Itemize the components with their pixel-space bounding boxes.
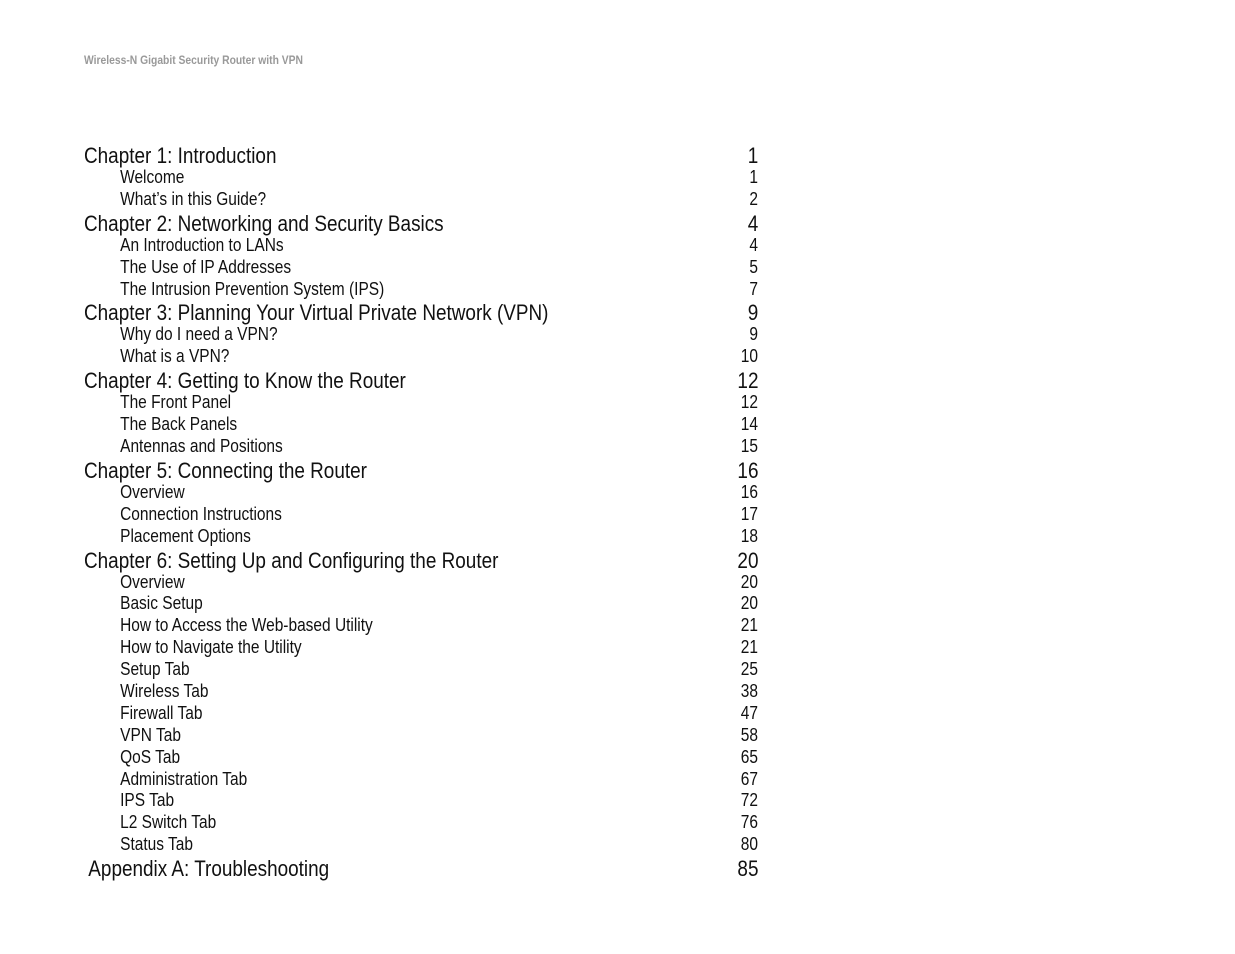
toc-entry-page-number: 47 — [740, 702, 758, 723]
toc-entry-title: Setup Tab — [120, 659, 190, 680]
toc-entry-title: Connection Instructions — [120, 503, 282, 524]
toc-section-entry[interactable] — [84, 790, 758, 812]
toc-entry-page-number: 4 — [749, 234, 758, 255]
toc-entry-title: Chapter 5: Connecting the Router — [84, 457, 367, 483]
toc-entry-title: IPS Tab — [120, 790, 175, 811]
toc-entry-title: The Intrusion Prevention System (IPS) — [120, 278, 385, 299]
toc-entry-page-number: 20 — [736, 547, 758, 573]
toc-entry-title: Chapter 1: Introduction — [84, 143, 277, 168]
toc-section-entry[interactable] — [84, 703, 758, 725]
toc-entry-title: The Back Panels — [120, 414, 238, 435]
toc-entry-title: How to Navigate the Utility — [120, 637, 302, 658]
toc-section-entry[interactable] — [84, 257, 758, 279]
toc-entry-title: What is a VPN? — [120, 346, 230, 367]
toc-section-entry[interactable] — [84, 324, 758, 346]
toc-entry-title: Firewall Tab — [120, 702, 203, 723]
toc-section-entry[interactable] — [84, 747, 758, 769]
toc-section-entry[interactable] — [84, 436, 758, 458]
toc-entry-title: Status Tab — [120, 834, 193, 855]
toc-entry-title: Wireless Tab — [120, 681, 209, 702]
toc-entry-page-number: 20 — [740, 571, 758, 592]
toc-entry-title: Chapter 4: Getting to Know the Router — [84, 368, 406, 394]
toc-entry-page-number: 65 — [740, 746, 758, 767]
toc-chapter-entry[interactable] — [84, 301, 758, 324]
toc-entry-title: Chapter 3: Planning Your Virtual Private Network (VPN) — [84, 300, 549, 326]
toc-entry-page-number: 21 — [740, 637, 758, 658]
toc-entry-page-number: 12 — [736, 368, 758, 394]
toc-entry-title: Placement Options — [120, 525, 251, 546]
toc-section-entry[interactable] — [84, 615, 758, 637]
toc-entry-page-number: 16 — [740, 481, 758, 502]
toc-chapter-entry[interactable] — [84, 857, 758, 880]
toc-section-entry[interactable] — [84, 392, 758, 414]
toc-entry-page-number: 15 — [740, 436, 758, 457]
toc-chapter-entry[interactable] — [84, 212, 758, 235]
toc-entry-title: Overview — [120, 571, 185, 592]
toc-entry-title: Overview — [120, 481, 185, 502]
toc-section-entry[interactable] — [84, 189, 758, 211]
toc-entry-page-number: 1 — [747, 143, 758, 168]
toc-section-entry[interactable] — [84, 681, 758, 703]
toc-entry-page-number: 9 — [749, 324, 758, 345]
toc-entry-title: Why do I need a VPN? — [120, 324, 278, 345]
toc-chapter-entry[interactable] — [84, 549, 758, 572]
toc-chapter-entry[interactable] — [84, 369, 758, 392]
toc-entry-title: Administration Tab — [120, 768, 248, 789]
toc-section-entry[interactable] — [84, 769, 758, 791]
toc-entry-title: L2 Switch Tab — [120, 812, 217, 833]
toc-section-entry[interactable] — [84, 812, 758, 834]
toc-entry-title: The Front Panel — [120, 392, 232, 413]
toc-chapter-entry[interactable] — [84, 459, 758, 482]
toc-entry-page-number: 72 — [740, 790, 758, 811]
toc-entry-title: Chapter 2: Networking and Security Basics — [84, 210, 444, 236]
toc-entry-page-number: 12 — [740, 392, 758, 413]
toc-entry-page-number: 2 — [749, 188, 758, 209]
toc-entry-title: The Use of IP Addresses — [120, 256, 292, 277]
toc-entry-page-number: 1 — [749, 167, 758, 187]
toc-chapter-entry[interactable] — [84, 144, 758, 167]
toc-section-entry[interactable] — [84, 504, 758, 526]
toc-entry-page-number: 18 — [740, 525, 758, 546]
toc-entry-title: What’s in this Guide? — [120, 188, 267, 209]
toc-section-entry[interactable] — [84, 659, 758, 681]
toc-entry-page-number: 58 — [740, 724, 758, 745]
toc-section-entry[interactable] — [84, 167, 758, 189]
toc-section-entry[interactable] — [84, 593, 758, 615]
toc-section-entry[interactable] — [84, 834, 758, 856]
toc-entry-title: VPN Tab — [120, 724, 181, 745]
toc-section-entry[interactable] — [84, 482, 758, 504]
toc-entry-title: Antennas and Positions — [120, 436, 283, 457]
toc-entry-title: An Introduction to LANs — [120, 234, 284, 255]
table-of-contents — [84, 143, 758, 880]
toc-entry-page-number: 7 — [749, 278, 758, 299]
toc-entry-page-number: 20 — [740, 593, 758, 614]
toc-entry-page-number: 17 — [740, 503, 758, 524]
toc-section-entry[interactable] — [84, 346, 758, 368]
toc-entry-title: QoS Tab — [120, 746, 181, 767]
toc-entry-page-number: 16 — [736, 457, 758, 483]
toc-entry-page-number: 5 — [749, 256, 758, 277]
toc-section-entry[interactable] — [84, 414, 758, 436]
toc-entry-page-number: 85 — [736, 856, 758, 882]
toc-entry-title: How to Access the Web-based Utility — [120, 615, 373, 636]
toc-entry-page-number: 25 — [740, 659, 758, 680]
toc-entry-page-number: 9 — [747, 300, 758, 326]
toc-entry-page-number: 76 — [740, 812, 758, 833]
toc-entry-page-number: 10 — [740, 346, 758, 367]
toc-section-entry[interactable] — [84, 279, 758, 301]
toc-entry-page-number: 38 — [740, 681, 758, 702]
running-header: Wireless-N Gigabit Security Router with VPN — [84, 53, 303, 67]
toc-section-entry[interactable] — [84, 235, 758, 257]
toc-entry-page-number: 80 — [740, 834, 758, 855]
toc-section-entry[interactable] — [84, 637, 758, 659]
toc-entry-page-number: 67 — [740, 768, 758, 789]
toc-entry-title: Chapter 6: Setting Up and Configuring the Router — [84, 547, 499, 573]
toc-section-entry[interactable] — [84, 526, 758, 548]
toc-entry-title: Appendix A: Troubleshooting — [88, 856, 330, 882]
toc-entry-page-number: 21 — [740, 615, 758, 636]
toc-section-entry[interactable] — [84, 725, 758, 747]
toc-section-entry[interactable] — [84, 572, 758, 594]
toc-entry-title: Basic Setup — [120, 593, 203, 614]
toc-entry-page-number: 14 — [740, 414, 758, 435]
toc-entry-title: Welcome — [120, 167, 185, 187]
toc-entry-page-number: 4 — [747, 210, 758, 236]
